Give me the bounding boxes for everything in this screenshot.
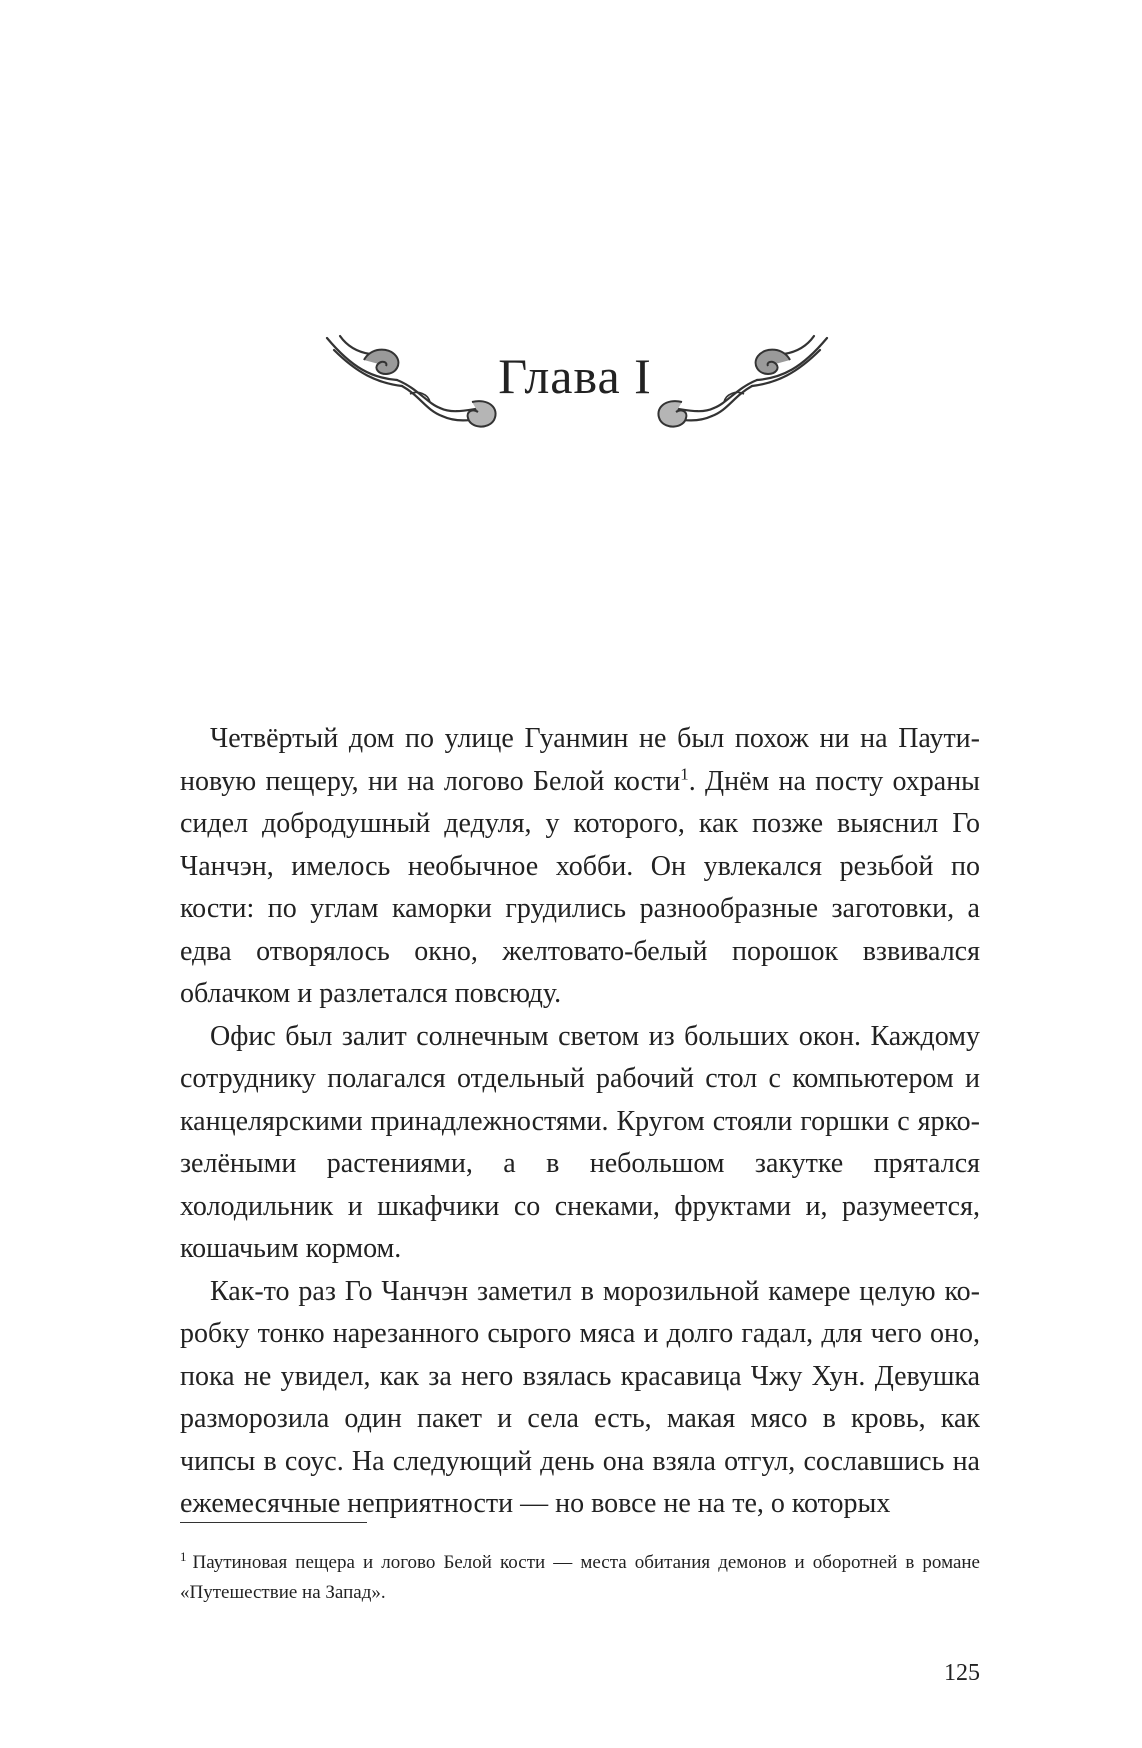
footnote-reference[interactable]: 1: [680, 764, 689, 784]
paragraph-1: [180, 718, 980, 1016]
paragraph-3: Как-то раз Го Чанчэн заметил в морозильной камере целую коробку тонко нарезанного сырого мяса и долго гадал, для чего оно, пока не увидел, как за него взялась красавица Чжу Хун. Девушка разморозила один пакет и села есть, макая мясо в кровь, как чипсы в соус. На следующий день она взяла отгул, сославшись на ежемесячные неприятности — но вовсе не на те, о которых: [180, 1275, 980, 1519]
cloud-ornament-right-icon: [652, 328, 832, 448]
footnote-text: Паутиновая пещера и логово Белой кости — места обитания демонов и оборотней в романе «Путешествие на Запад».: [180, 1552, 980, 1603]
paragraph-1-continuation: . Днём на посту охраны сидел добродушный дедуля, у которого, как позже выяснил Го Чанчэн, имелось необычное хобби. Он увлекался резьбой по кости: по углам каморки грудились разнообразные заготовки, а едва отворялось окно, желтовато-белый порошок взвивался облачком и разлетался повсюду.: [180, 765, 980, 1009]
footnote-mark: 1: [180, 1548, 187, 1564]
chapter-heading: [0, 318, 1142, 468]
page-number: 125: [944, 1660, 980, 1686]
chapter-title: Глава I: [498, 348, 652, 404]
footnote: [180, 1548, 980, 1608]
footnote-divider: [180, 1522, 367, 1523]
paragraph-1-text: Четвёртый дом по улице Гуанмин не был похож ни на Паутиновую пещеру, ни на логово Белой кости: [180, 723, 980, 797]
paragraph-2: Офис был залит солнечным светом из больших окон. Каждому сотруднику полагался отдельный рабочий стол с компьютером и канцелярскими принадлежностями. Кругом стояли горшки с ярко-зелёными растениями, а в небольшом закутке прятался холодильник и шкафчики со снеками, фруктами и, разумеется, кошачьим кормом.: [180, 1020, 980, 1264]
chapter-body: [180, 718, 980, 1526]
